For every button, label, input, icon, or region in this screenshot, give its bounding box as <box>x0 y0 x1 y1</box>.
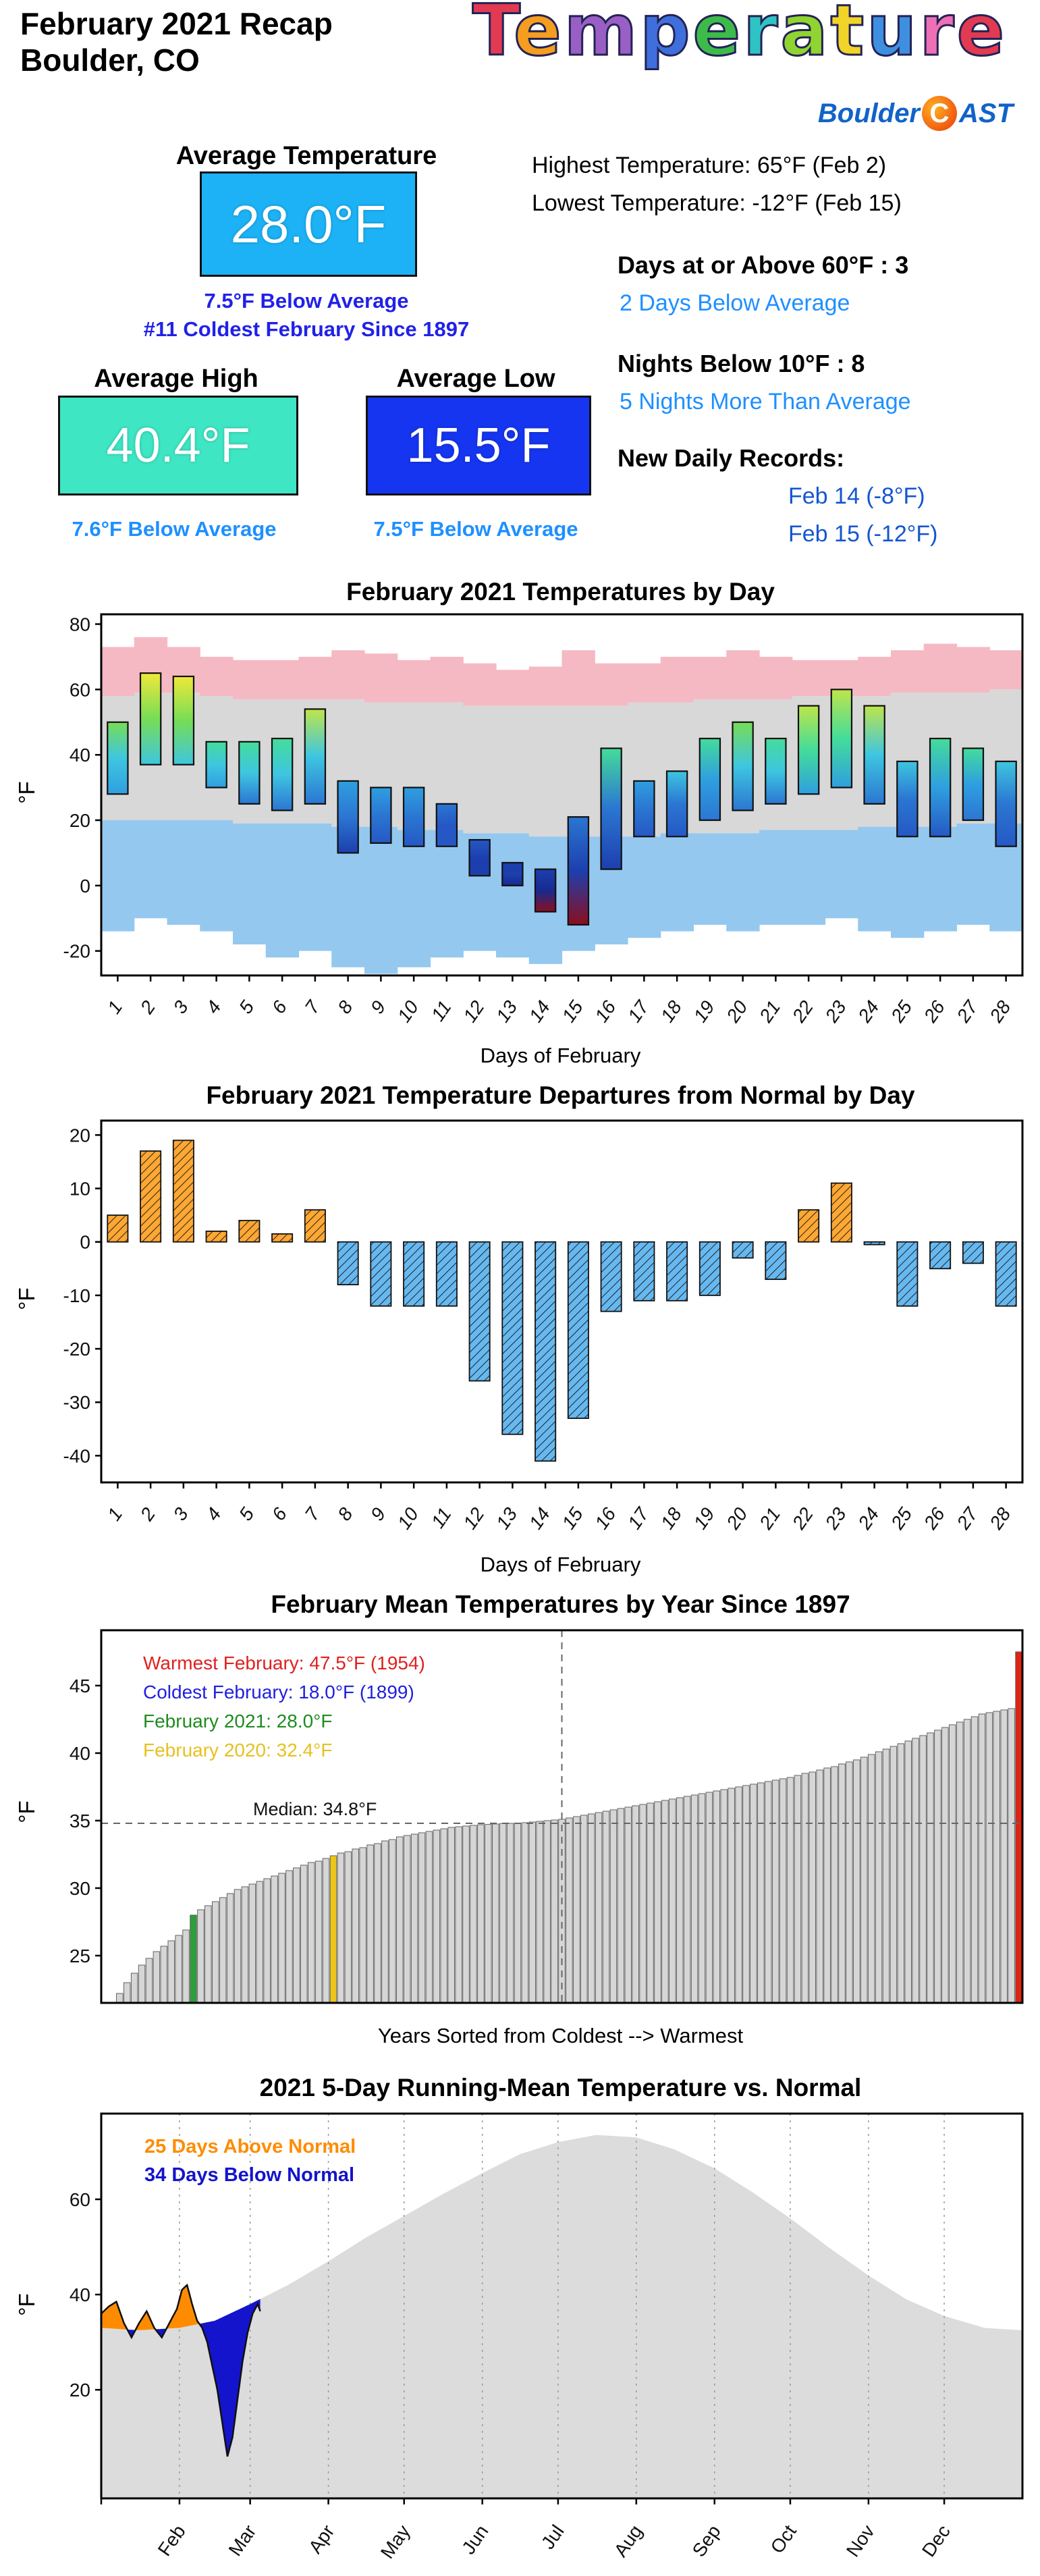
svg-text:18: 18 <box>656 996 686 1026</box>
logo-letter: r <box>743 0 781 72</box>
svg-text:Aug: Aug <box>609 2521 647 2561</box>
running-mean-ylabel: °F <box>14 2293 39 2316</box>
svg-text:Warmest February: 47.5°F (1954: Warmest February: 47.5°F (1954) <box>143 1653 425 1673</box>
svg-text:13: 13 <box>492 1503 522 1533</box>
svg-text:35: 35 <box>69 1810 90 1831</box>
svg-text:34 Days Below Normal: 34 Days Below Normal <box>144 2164 355 2186</box>
svg-text:15: 15 <box>557 996 587 1026</box>
svg-text:10: 10 <box>393 996 423 1026</box>
svg-text:February 2020: 32.4°F: February 2020: 32.4°F <box>143 1740 333 1761</box>
svg-text:1: 1 <box>103 1503 127 1525</box>
svg-text:3: 3 <box>169 996 192 1018</box>
svg-text:15: 15 <box>557 1503 587 1533</box>
avg-high-departure: 7.6°F Below Average <box>72 517 277 541</box>
svg-text:11: 11 <box>427 1503 456 1532</box>
mean-by-year-chart <box>0 1627 1040 2022</box>
running-mean-title: 2021 5-Day Running-Mean Temperature vs. Normal <box>259 2074 862 2101</box>
svg-text:16: 16 <box>591 996 620 1026</box>
logo-letter: a <box>780 0 831 72</box>
nights-below-10-sub: 5 Nights More Than Average <box>620 389 911 414</box>
svg-text:26: 26 <box>919 996 950 1026</box>
svg-text:7: 7 <box>300 1503 324 1525</box>
svg-text:Mar: Mar <box>224 2521 261 2560</box>
days-above-60-sub: 2 Days Below Average <box>620 290 850 316</box>
svg-text:14: 14 <box>524 1503 555 1533</box>
mean-by-year-ylabel: °F <box>14 1800 39 1823</box>
svg-text:30: 30 <box>69 1878 90 1899</box>
svg-text:9: 9 <box>366 1503 390 1525</box>
svg-text:28: 28 <box>985 1503 1015 1533</box>
svg-text:20: 20 <box>722 996 752 1026</box>
svg-text:23: 23 <box>821 996 850 1026</box>
svg-text:45: 45 <box>69 1675 90 1696</box>
svg-text:20: 20 <box>69 1125 90 1146</box>
logo-letter: p <box>640 0 693 72</box>
svg-text:-20: -20 <box>63 1339 90 1360</box>
svg-text:27: 27 <box>952 1503 982 1533</box>
mean-by-year-xlabel: Years Sorted from Coldest --> Warmest <box>377 2024 744 2047</box>
svg-text:24: 24 <box>854 1503 883 1533</box>
new-daily-records-label: New Daily Records: <box>618 444 845 472</box>
page-title <box>20 5 333 79</box>
svg-text:25: 25 <box>69 1946 90 1966</box>
svg-text:14: 14 <box>524 996 555 1026</box>
svg-text:4: 4 <box>202 996 225 1018</box>
svg-text:0: 0 <box>80 1231 90 1253</box>
departures-chart <box>0 1117 1040 1553</box>
svg-text:6: 6 <box>267 996 292 1018</box>
svg-text:-20: -20 <box>63 940 90 962</box>
svg-text:22: 22 <box>788 1503 818 1533</box>
svg-text:9: 9 <box>366 996 390 1018</box>
record-item: Feb 14 (-8°F) <box>788 483 925 509</box>
svg-text:8: 8 <box>333 1503 357 1525</box>
svg-text:5: 5 <box>234 996 258 1018</box>
temperature-logo <box>472 0 1007 72</box>
brand-c-icon: C <box>922 96 957 131</box>
record-item: Feb 15 (-12°F) <box>788 521 938 547</box>
temps-by-day-ylabel: °F <box>14 781 39 804</box>
logo-letter: T <box>472 0 514 72</box>
avg-high-label: Average High <box>94 365 258 393</box>
svg-text:Oct: Oct <box>766 2521 800 2558</box>
svg-text:February 2021: 28.0°F: February 2021: 28.0°F <box>143 1711 333 1732</box>
logo-letter: u <box>867 0 920 72</box>
logo-letter: m <box>564 0 640 72</box>
svg-text:May: May <box>376 2521 414 2562</box>
svg-text:21: 21 <box>755 1503 785 1533</box>
svg-text:20: 20 <box>722 1503 752 1533</box>
svg-text:Coldest February: 18.0°F (1899: Coldest February: 18.0°F (1899) <box>143 1682 414 1702</box>
svg-text:8: 8 <box>333 996 357 1018</box>
svg-text:12: 12 <box>459 1503 489 1533</box>
temps-by-day-title: February 2021 Temperatures by Day <box>346 578 775 606</box>
svg-text:0: 0 <box>80 875 90 896</box>
svg-text:Sep: Sep <box>688 2521 725 2561</box>
svg-text:40: 40 <box>69 1743 90 1764</box>
svg-text:24: 24 <box>854 996 883 1026</box>
svg-text:-40: -40 <box>63 1445 90 1467</box>
temps-by-day-xlabel: Days of February <box>480 1044 641 1067</box>
svg-text:Apr: Apr <box>304 2521 339 2558</box>
svg-text:6: 6 <box>267 1503 292 1525</box>
svg-text:Median: 34.8°F: Median: 34.8°F <box>253 1799 377 1819</box>
svg-text:17: 17 <box>624 996 653 1026</box>
svg-text:19: 19 <box>689 996 719 1026</box>
svg-text:-10: -10 <box>63 1285 90 1306</box>
svg-text:18: 18 <box>656 1503 686 1533</box>
svg-text:16: 16 <box>591 1503 620 1533</box>
svg-text:19: 19 <box>689 1503 719 1533</box>
svg-text:27: 27 <box>952 996 982 1026</box>
svg-text:10: 10 <box>69 1178 90 1200</box>
departures-xlabel: Days of February <box>480 1553 641 1576</box>
logo-letter: e <box>692 0 744 72</box>
temps-by-day-chart <box>0 611 1040 1043</box>
svg-text:5: 5 <box>234 1503 258 1525</box>
svg-text:Feb: Feb <box>153 2521 190 2560</box>
departures-title: February 2021 Temperature Departures from Normal by Day <box>206 1081 915 1109</box>
svg-text:11: 11 <box>427 996 456 1025</box>
running-mean-chart <box>0 2110 1040 2576</box>
svg-text:40: 40 <box>69 745 90 766</box>
logo-letter: t <box>830 0 867 72</box>
svg-text:Jun: Jun <box>458 2521 493 2558</box>
logo-letter: r <box>919 0 957 72</box>
svg-text:-30: -30 <box>63 1392 90 1414</box>
avg-low-departure: 7.5°F Below Average <box>373 517 578 541</box>
svg-text:25: 25 <box>887 996 916 1026</box>
page-title-line1: February 2021 Recap <box>20 6 333 41</box>
svg-text:2: 2 <box>136 1503 160 1525</box>
svg-text:1: 1 <box>103 996 127 1018</box>
brand-part2: AST <box>959 98 1013 128</box>
svg-text:28: 28 <box>985 996 1015 1026</box>
bouldercast-logo <box>818 96 1013 131</box>
departures-ylabel: °F <box>14 1287 39 1310</box>
avg-temp-departure: 7.5°F Below Average <box>204 289 409 313</box>
svg-text:80: 80 <box>69 614 90 635</box>
svg-text:22: 22 <box>788 996 818 1026</box>
svg-text:3: 3 <box>169 1503 192 1525</box>
svg-text:7: 7 <box>300 996 324 1018</box>
svg-text:25: 25 <box>887 1503 916 1533</box>
avg-low-value-box: 15.5°F <box>366 396 591 495</box>
brand-part1: Boulder <box>817 98 920 128</box>
mean-by-year-title: February Mean Temperatures by Year Since 1897 <box>271 1590 850 1618</box>
svg-text:20: 20 <box>69 810 90 832</box>
highest-temp-stat: Highest Temperature: 65°F (Feb 2) <box>532 153 887 178</box>
lowest-temp-stat: Lowest Temperature: -12°F (Feb 15) <box>532 190 902 216</box>
svg-text:21: 21 <box>755 996 785 1026</box>
svg-text:40: 40 <box>69 2284 90 2306</box>
svg-text:Nov: Nov <box>842 2521 879 2561</box>
svg-text:26: 26 <box>919 1503 950 1533</box>
svg-text:25 Days Above Normal: 25 Days Above Normal <box>144 2136 356 2157</box>
avg-temp-label: Average Temperature <box>175 142 437 170</box>
svg-text:13: 13 <box>492 996 522 1026</box>
svg-text:Jul: Jul <box>537 2521 568 2553</box>
avg-high-value-box: 40.4°F <box>58 396 298 495</box>
avg-low-label: Average Low <box>396 365 555 393</box>
svg-text:10: 10 <box>393 1503 423 1533</box>
svg-text:60: 60 <box>69 679 90 701</box>
nights-below-10-stat: Nights Below 10°F : 8 <box>618 350 865 377</box>
svg-text:17: 17 <box>624 1503 653 1533</box>
svg-text:12: 12 <box>459 996 489 1026</box>
avg-temp-rank: #11 Coldest February Since 1897 <box>143 317 470 341</box>
svg-text:20: 20 <box>69 2380 90 2401</box>
svg-text:60: 60 <box>69 2189 90 2210</box>
svg-text:4: 4 <box>202 1503 225 1525</box>
page-title-line2: Boulder, CO <box>20 43 200 78</box>
days-above-60-stat: Days at or Above 60°F : 3 <box>618 251 909 279</box>
svg-text:23: 23 <box>821 1503 850 1533</box>
logo-letter: e <box>956 0 1008 72</box>
svg-text:2: 2 <box>136 996 160 1018</box>
svg-text:Dec: Dec <box>918 2521 954 2561</box>
logo-letter: e <box>514 0 564 72</box>
avg-temp-value-box: 28.0°F <box>200 171 417 277</box>
